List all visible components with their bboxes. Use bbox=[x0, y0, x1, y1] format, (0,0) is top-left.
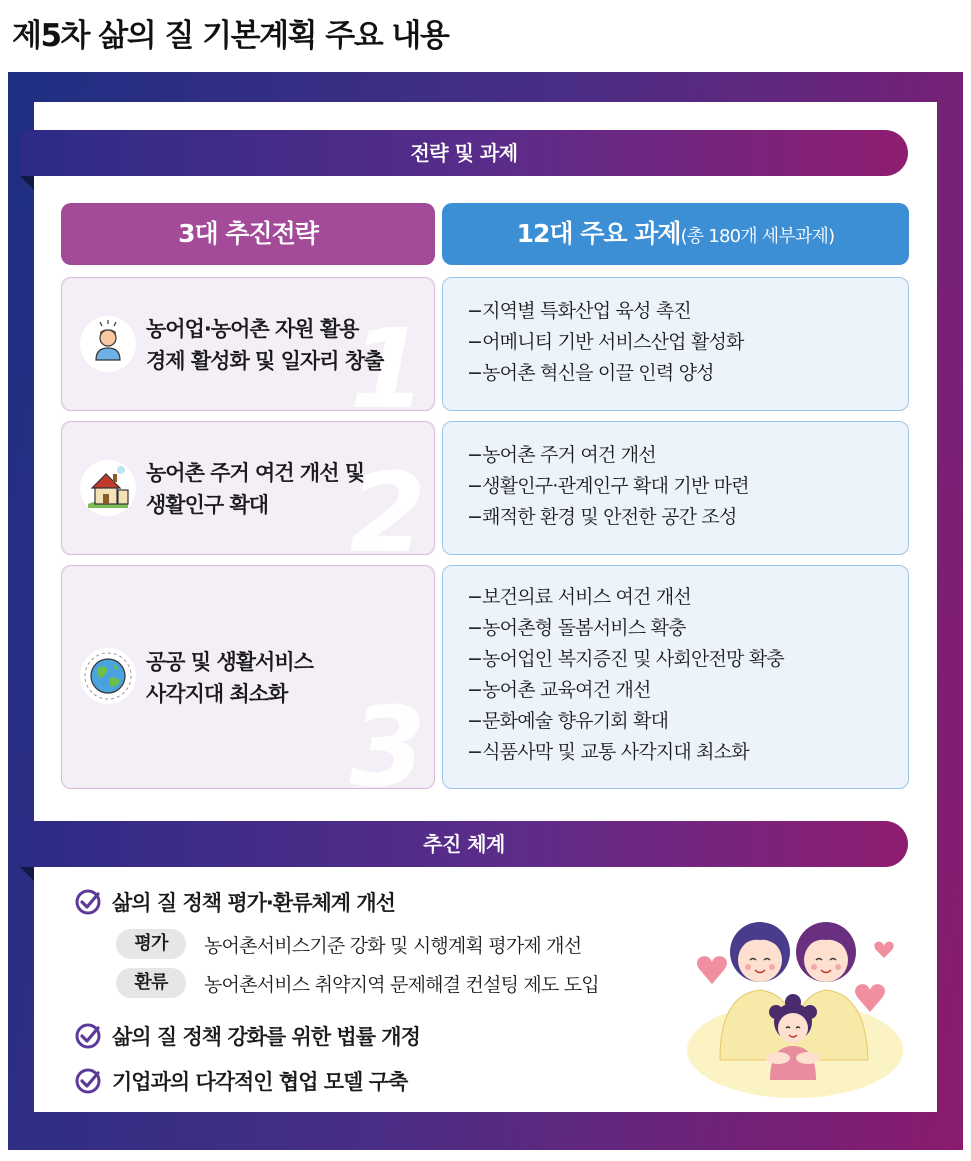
sub-item-row bbox=[116, 929, 581, 959]
strategy-line: 경제 활성화 및 일자리 창출 bbox=[146, 349, 384, 373]
sub-item-text: 농어촌서비스 취약지역 문제해결 컨설팅 제도 도입 bbox=[204, 973, 599, 996]
task-list bbox=[467, 582, 784, 768]
strategy-line: 사각지대 최소화 bbox=[146, 682, 288, 706]
system-item-text: 삶의 질 정책 평가·환류체계 개선 bbox=[112, 891, 395, 915]
system-item bbox=[74, 1066, 407, 1096]
task-item: − 문화예술 향유기회 확대 bbox=[467, 706, 784, 737]
task-list bbox=[467, 440, 749, 533]
strategy-text bbox=[146, 646, 313, 710]
task-item: − 농어촌 혁신을 이끌 인력 양성 bbox=[467, 358, 744, 389]
task-card-1 bbox=[442, 277, 909, 411]
strategy-card-1 bbox=[61, 277, 435, 411]
strategy-line: 농어업·농어촌 자원 활용 bbox=[146, 317, 359, 341]
check-circle-icon bbox=[74, 1022, 102, 1050]
task-item: − 지역별 특화산업 육성 촉진 bbox=[467, 296, 744, 327]
strategy-number: 1 bbox=[349, 305, 426, 411]
sub-item-text: 농어촌서비스기준 강화 및 시행계획 평가제 개선 bbox=[204, 934, 582, 957]
ribbon-fold bbox=[20, 176, 34, 190]
task-item: − 쾌적한 환경 및 안전한 공간 조성 bbox=[467, 502, 749, 533]
strategy-card-2 bbox=[61, 421, 435, 555]
task-item: − 생활인구·관계인구 확대 기반 마련 bbox=[467, 471, 749, 502]
tasks-header-main: 12대 주요 과제 bbox=[516, 219, 681, 248]
check-circle-icon bbox=[74, 1067, 102, 1095]
ribbon-fold bbox=[20, 867, 34, 881]
page-title: 제5차 삶의 질 기본계획 주요 내용 bbox=[12, 18, 449, 54]
person-icon bbox=[80, 316, 136, 372]
strategy-line: 생활인구 확대 bbox=[146, 493, 269, 517]
strategy-card-3 bbox=[61, 565, 435, 789]
task-item: − 농어촌 교육여건 개선 bbox=[467, 675, 784, 706]
task-item: − 식품사막 및 교통 사각지대 최소화 bbox=[467, 737, 784, 768]
sub-item-tag: 평가 bbox=[116, 929, 186, 959]
ribbon-label: 전략 및 과제 bbox=[410, 141, 518, 165]
task-item: − 농어촌 주거 여건 개선 bbox=[467, 440, 749, 471]
strategy-header: 3대 추진전략 bbox=[61, 203, 435, 265]
system-item bbox=[74, 887, 395, 917]
family-illustration bbox=[680, 910, 910, 1100]
strategy-text bbox=[146, 457, 364, 521]
task-item: − 농어업인 복지증진 및 사회안전망 확충 bbox=[467, 644, 784, 675]
section-ribbon-system bbox=[20, 821, 908, 867]
strategy-number: 3 bbox=[349, 683, 426, 789]
tasks-header bbox=[442, 203, 909, 265]
ribbon-label: 추진 체계 bbox=[423, 832, 505, 856]
sub-item-row bbox=[116, 968, 599, 998]
sub-item-tag: 환류 bbox=[116, 968, 186, 998]
strategy-line: 공공 및 생활서비스 bbox=[146, 650, 313, 674]
strategy-text bbox=[146, 313, 383, 377]
globe-icon bbox=[80, 648, 136, 704]
check-circle-icon bbox=[74, 888, 102, 916]
system-item bbox=[74, 1021, 420, 1051]
task-card-2 bbox=[442, 421, 909, 555]
task-item: − 농어촌형 돌봄서비스 확충 bbox=[467, 613, 784, 644]
section-ribbon-strategy bbox=[20, 130, 908, 176]
strategy-line: 농어촌 주거 여건 개선 및 bbox=[146, 461, 365, 485]
system-item-text: 삶의 질 정책 강화를 위한 법률 개정 bbox=[112, 1025, 420, 1049]
house-icon bbox=[80, 460, 136, 516]
tasks-header-sub: (총 180개 세부과제) bbox=[680, 226, 835, 247]
task-item: − 보건의료 서비스 여건 개선 bbox=[467, 582, 784, 613]
strategy-number: 2 bbox=[349, 449, 426, 555]
task-card-3 bbox=[442, 565, 909, 789]
task-list bbox=[467, 296, 744, 389]
system-item-text: 기업과의 다각적인 협업 모델 구축 bbox=[112, 1070, 408, 1094]
task-item: − 어메니티 기반 서비스산업 활성화 bbox=[467, 327, 744, 358]
